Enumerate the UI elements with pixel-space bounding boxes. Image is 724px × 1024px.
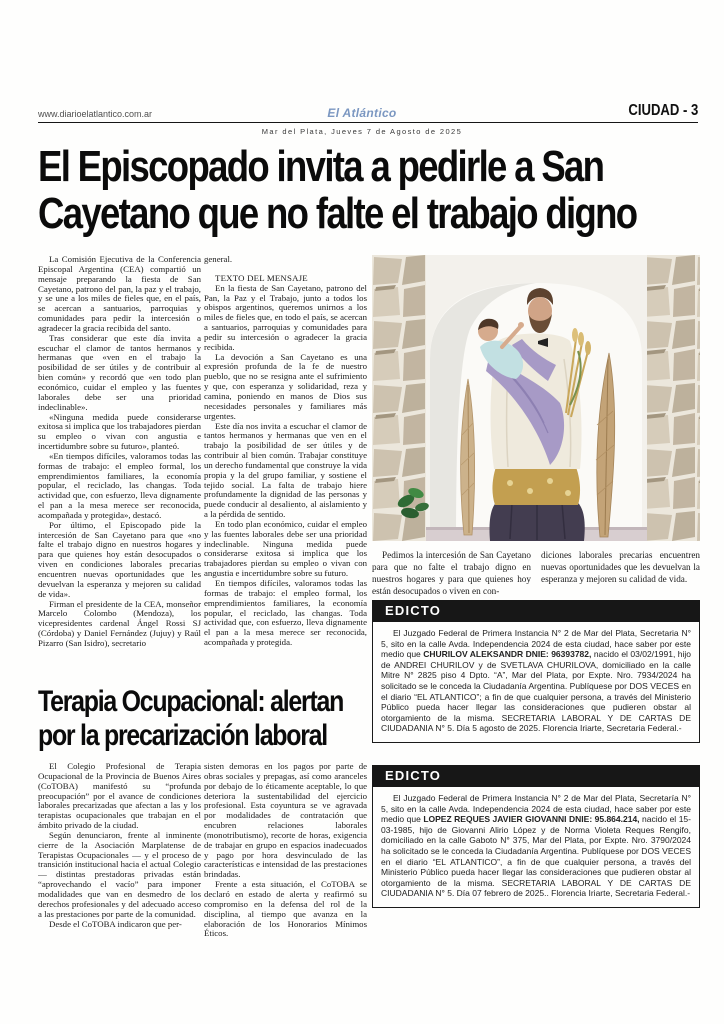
section-page-label: CIUDAD - 3 <box>628 102 698 119</box>
paragraph: El Colegio Profesional de Terapia Ocupacional de la Provincia de Buenos Aires (CoTOBA) manifestó su “profunda preocupación” por el avance de condiciones laborales precarizadas que afectan a las y los terapistas ocupacionales que trabajan en el ámbito privado de la ciudad. <box>38 762 201 831</box>
header-rule <box>38 122 698 123</box>
main-headline-line1: El Episcopado invita a pedirle a San <box>38 142 604 191</box>
paragraph: En la fiesta de San Cayetano, patrono del Pan, la Paz y el Trabajo, junto a todos los obispos argentinos, queremos unirnos a los miles de fieles que, en todo el país, se acercan a santuarios, parroquias y comunidades para pedir su intercesión o agradecer la gracia recibida. <box>204 282 367 352</box>
newspaper-logo: El Atlántico <box>327 106 397 120</box>
article2-column1 <box>38 762 201 1018</box>
edicto-citizen-name: LOPEZ REQUES JAVIER GIOVANNI DNIE: 95.864.214, <box>423 814 640 825</box>
article1-column2 <box>204 255 367 691</box>
paragraph: Este día nos invita a escuchar el clamor de tantos hermanos y hermanas que ven en el trabajo la posibilidad de ser útiles y de contribuir al bien común. Trabajar constituye un derecho fundamental que construye la vida propia y la del grupo familiar, y sostiene el tejido social. La falta de trabajo hiere profundamente la dignidad de las personas y puede conducir al desaliento, al aislamiento y a la pérdida de sentido. <box>204 420 367 520</box>
edicto-intro: El Juzgado Federal de Primera Instancia N° 2 de Mar del Plata, Secretaria N° 5, sito en la calle Avda. Independencia 2024 de esta ciudad, hace saber por este medio que <box>381 628 691 660</box>
paragraph: En tiempos difíciles, valoramos todas las formas de trabajo: el empleo formal, los emprendimientos familiares, la economía popular, el reciclado, las changas. Toda actividad que, con esfuerzo, lleva dignamente el pan a la mesa merece ser reconocida, acompañada y protegida. <box>204 578 367 648</box>
stone-wall-right <box>647 255 700 541</box>
paragraph: Tras considerar que este día invita a escuchar el clamor de tantos hermanos y hermanas que «ven en el trabajo la posibilidad de ser útiles y de contribuir al bien común» y recordó que «en todo plan económico, cuidar el empleo y las fuentes laborales debe ser una prioridad indeclinable». <box>38 332 201 412</box>
edicto-box-2 <box>372 765 700 908</box>
paragraph: Según denunciaron, frente al inminente cierre de la Asociación Marplatense de Terapistas Ocupacionales — y el proceso de transición institucional hacia el actual Colegio — distintas prestadoras privadas están “aprovechando el vacío” para imponer modalidades que van en desmedro de los derechos profesionales y del adecuado acceso a las prestaciones por parte de la comunidad. <box>38 829 201 919</box>
website-url: www.diarioelatlantico.com.ar <box>38 109 153 119</box>
message-subhead: TEXTO DEL MENSAJE <box>215 272 308 283</box>
edicto-text-1 <box>372 622 700 743</box>
photo-caption <box>372 549 700 597</box>
paragraph: «Ninguna medida puede considerarse exitosa si implica que los trabajadores pierdan su empleo o vivan con angustia e incertidumbre sobre su futuro», planteó. <box>38 411 201 452</box>
paragraph: «En tiempos difíciles, valoramos todas las formas de trabajo: el empleo formal, los emprendimientos familiares, la economía popular, el reciclado, las changas. Toda actividad que, con esfuerzo, lleva dignamente el pan a la mesa merece ser reconocida, acompañada y protegida», destacó. <box>38 450 201 520</box>
main-headline-line2: Cayetano que no falte el trabajo digno <box>38 189 637 238</box>
paragraph: Frente a esta situación, el CoTOBA se declaró en estado de alerta y reafirmó su compromiso en la defensa del rol de la disciplina, al tiempo que avanza en la elaboración de los Honorarios Mínimos Éticos. <box>204 879 367 939</box>
photo-illustration <box>372 255 700 541</box>
edicto-text-2 <box>372 787 700 908</box>
article2-column2 <box>204 762 367 1018</box>
paragraph: Firman el presidente de la CEA, monseñor Marcelo Colombo (Mendoza), los vicepresidentes cardenal Ángel Rossi SJ (Córdoba) y Daniel Fernández (Jujuy) y Raúl Pizarro (San Isidro), secretario <box>38 598 201 648</box>
secondary-headline-line2: por la precarización laboral <box>38 719 327 752</box>
secondary-headline-line1: Terapia Ocupacional: alertan <box>38 685 344 718</box>
caption-right: diciones laborales precarias encuentren nuevas oportunidades que les devuelvan la esperanza y mejoren su calidad de vida. <box>541 550 700 584</box>
paragraph: La Comisión Ejecutiva de la Conferencia Episcopal Argentina (CEA) compartió un mensaje preparando la fiesta de San Cayetano, patrono del pan, la paz y el trabajo, y se une a los miles de fieles que, en el país, se acercan a santuarios, parroquias y comunidades para pedir la intercesión o agradecer la gracia recibida del santo. <box>38 255 201 333</box>
edicto-body-text: nacido el 15-03-1985, hijo de Giovanni Alirio López y de Norma Violeta Reques Rengifo, domiciliado en la calle Gaboto N° 375, Mar del Plata, por Expte. Nro. 3790/2024 ha solicitado se le conceda la Ciudadanía Argentina. Publíquese por DOS VECES en el diario “EL ATLANTICO”, a fin de que cualquier persona, a través del Ministerio Público pueda hacer llegar las consideraciones que pudieren obstar al otorgamiento de la misma. SECRETARIA LABORAL Y DE CARTAS DE CIUDADANIA N° 5. Día 07 febrero de 2025.. Florencia Iriarte, Secretaria Federal.- <box>381 814 691 899</box>
san-cayetano-photo <box>372 255 700 541</box>
paragraph: sisten demoras en los pagos por parte de obras sociales y prepagas, así como aranceles por debajo de lo éticamente aceptable, lo que deteriora la sustentabilidad del ejercicio profesional. Esta coyuntura se ve agravada por modalidades de contratación que encubren relaciones laborales (monotributismo), recorte de horas, exigencia de trabajar en grupo en espacios inadecuados y pago por hora desvinculado de las características e intensidad de las prestaciones brindadas. <box>204 762 367 880</box>
dateline: Mar del Plata, Jueves 7 de Agosto de 2025 <box>261 127 463 136</box>
stone-wall-left <box>372 255 426 541</box>
edicto-intro: El Juzgado Federal de Primera Instancia N° 2 de Mar del Plata, Secretaría N° 5, sito en la calle Avda. Independencia 2024 de esta ciudad, hace saber por este medio que <box>381 793 691 825</box>
main-headline <box>38 143 700 237</box>
article1-column1 <box>38 255 201 691</box>
paragraph: Desde el CoTOBA indicaron que per- <box>49 918 182 929</box>
edicto-title-1: EDICTO <box>372 600 700 622</box>
edicto-title-2: EDICTO <box>372 765 700 787</box>
edicto-citizen-name: CHURILOV ALEKSANDR DNIE: 96393782, <box>423 649 592 660</box>
secondary-headline <box>38 685 368 753</box>
paragraph: Por último, el Episcopado pide la intercesión de San Cayetano para que «no falte el trabajo digno en nuestros hogares y para que quienes hoy están desocupados o viven en condiciones laborales precarias encuentren nuevas oportunidades que les devuelvan la esperanza y mejoren su calidad de vida». <box>38 519 201 599</box>
paragraph: general. <box>204 255 233 264</box>
caption-left: Pedimos la intercesión de San Cayetano para que no falte el trabajo digno en nuestros hogares y para que quienes hoy están desocupados o viven en con- <box>372 550 531 596</box>
paragraph: La devoción a San Cayetano es una expresión profunda de la fe de nuestro pueblo, que no se resigna ante el sufrimiento y que, con esperanza y solidaridad, reza y camina, poniendo en manos de Dios sus necesidades personales y familiares más urgentes. <box>204 351 367 421</box>
paragraph: En todo plan económico, cuidar el empleo y las fuentes laborales debe ser una prioridad indeclinable. Ninguna medida puede considerarse exitosa si implica que los trabajadores pierdan su empleo o vivan con angustia e incertidumbre sobre su futuro. <box>204 518 367 579</box>
edicto-body-text: nacido el 03/02/1991, hijo de ANDREI CHURILOV y de SVETLAVA CHURILOVA, domiciliado en la calle Mitre N° 2825 piso 4 Dpto. “A”, Mar del Plata, por Expte. Nro. 7934/2024 ha solicitado se le conceda la Ciudadanía Argentina. Publíquese por DOS VECES en el diario “EL ATLANTICO”; a fin de que cualquier persona, a través del Ministerio Público pueda hacer llegar las consideraciones que pudieren obstar al otorgamiento de la misma. SECRETARIA LABORAL Y DE CARTAS DE CIUDADANIA N° 5. Día 5 agosto de 2025. Florencia Iriarte, Secretaria Federal.- <box>381 649 691 734</box>
edicto-box-1 <box>372 600 700 743</box>
